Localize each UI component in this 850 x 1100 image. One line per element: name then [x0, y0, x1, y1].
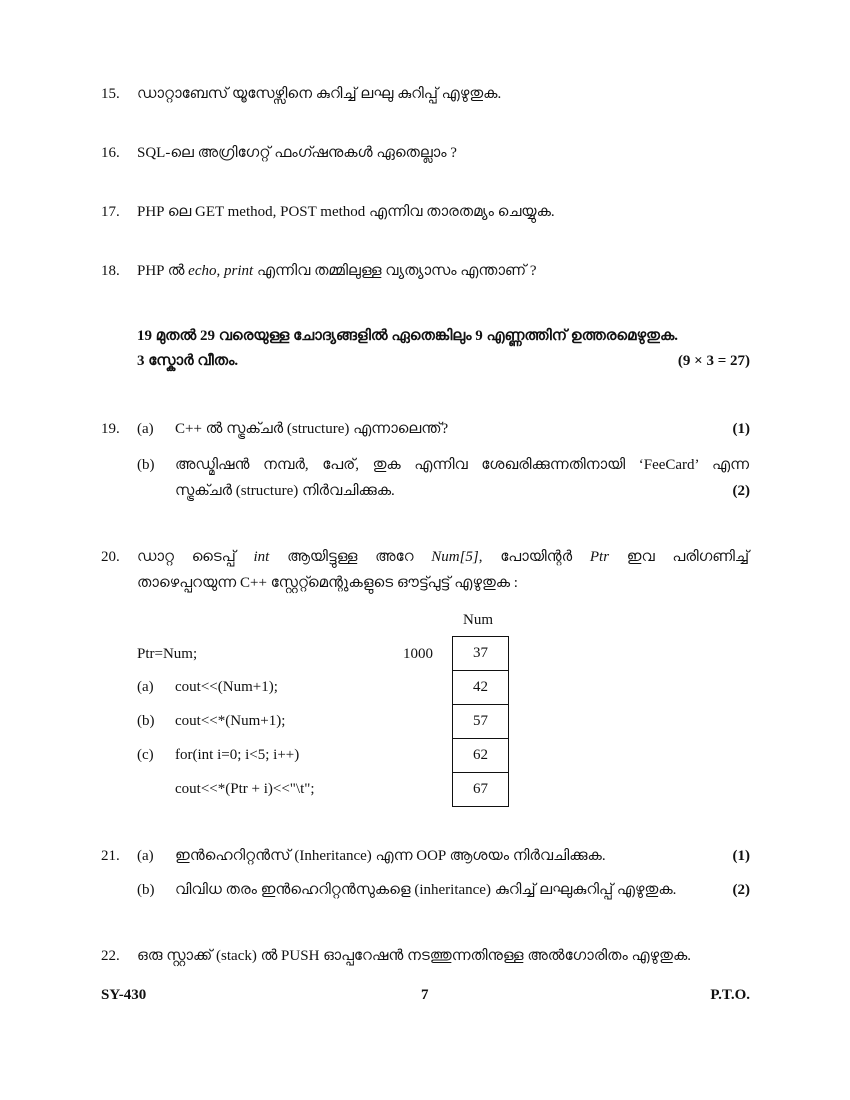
- sub-label: (b): [137, 713, 155, 729]
- q20-int: int: [253, 549, 270, 565]
- question-number: 21.: [101, 848, 120, 864]
- question-19b-line1: അഡ്മിഷൻ നമ്പർ, പേര്, തുക എന്നിവ ശേഖരിക്കുന്നതിനായി ‘FeeCard’ എന്ന: [175, 457, 749, 473]
- question-number: 16.: [101, 145, 120, 161]
- sub-label: (c): [137, 747, 154, 763]
- question-number: 22.: [101, 948, 120, 964]
- section-instruction: 19 മുതൽ 29 വരെയുള്ള ചോദ്യങ്ങളിൽ ഏതെങ്കിലും 9 എണ്ണത്തിന് ഉത്തരമെഴുതുക.: [137, 328, 679, 344]
- question-20-line1: [137, 547, 749, 567]
- question-18-text: [137, 261, 537, 281]
- code-c-line2: cout<<*(Ptr + i)<<"\t";: [175, 781, 315, 797]
- section-marks: (9 × 3 = 27): [677, 353, 750, 369]
- question-20-line2: താഴെപ്പറയുന്ന C++ സ്റ്റേറ്റ്മെന്റുകളുടെ ഔട്ട്പുട്ട് എഴുതുക :: [137, 575, 518, 591]
- q20-text-part: ആയിട്ടുള്ള അറേ: [269, 549, 432, 565]
- statement-ptr-assign: Ptr=Num;: [137, 646, 198, 662]
- question-19b-line2: സ്ട്രക്ചർ (structure) നിർവചിക്കുക.: [175, 483, 395, 499]
- section-score-note: 3 സ്കോർ വീതം.: [137, 353, 239, 369]
- question-15-text: ഡാറ്റാബേസ് യൂസേഴ്സിനെ കുറിച്ച് ലഘു കുറിപ്പ് എഴുതുക.: [137, 86, 502, 102]
- question-21a-text: ഇൻഹെറിറ്റൻസ് (Inheritance) എന്ന OOP ആശയം നിർവചിക്കുക.: [175, 848, 606, 864]
- question-number: 20.: [101, 549, 120, 565]
- q20-text-part: ഡാറ്റ ടൈപ്പ്: [137, 549, 254, 565]
- question-22-text: ഒരു സ്റ്റാക്ക് (stack) ൽ PUSH ഓപ്പറേഷൻ നടത്തുന്നതിനുള്ള അൽഗോരിതം എഴുതുക.: [137, 948, 692, 964]
- sub-label: (b): [137, 882, 155, 898]
- question-19a-mark: (1): [732, 421, 750, 437]
- question-21a-mark: (1): [732, 848, 750, 864]
- code-a: cout<<(Num+1);: [175, 679, 278, 695]
- code-c: for(int i=0; i<5; i++): [175, 747, 300, 763]
- q18-text-part: PHP ൽ: [137, 263, 189, 279]
- array-label: Num: [463, 612, 493, 628]
- q18-echo: echo: [188, 263, 217, 279]
- question-17-text: PHP ലെ GET method, POST method എന്നിവ താരതമ്യം ചെയ്യുക.: [137, 204, 555, 220]
- array-address: 1000: [403, 646, 433, 662]
- q18-text-part: എന്നിവ തമ്മിലുള്ള വ്യത്യാസം എന്താണ് ?: [253, 263, 537, 279]
- array-cell: 37: [453, 637, 509, 671]
- q20-num-array: Num[5]: [431, 549, 479, 565]
- q18-separator: ,: [216, 263, 224, 279]
- sub-label: (b): [137, 457, 155, 473]
- q20-text-part: ഇവ പരിഗണിച്ച്: [609, 549, 750, 565]
- array-cell: 42: [453, 671, 509, 705]
- q20-ptr: Ptr: [589, 549, 610, 565]
- question-21b-mark: (2): [732, 882, 750, 898]
- sub-label: (a): [137, 421, 154, 437]
- num-array-table: [452, 636, 509, 807]
- paper-code: SY-430: [101, 987, 147, 1003]
- pto-label: P.T.O.: [710, 987, 750, 1003]
- question-16-text: SQL-ലെ അഗ്രിഗേറ്റ് ഫംഗ്ഷനുകൾ ഏതെല്ലാം ?: [137, 145, 457, 161]
- question-number: 19.: [101, 421, 120, 437]
- question-21b-text: വിവിധ തരം ഇൻഹെറിറ്റൻസുകളെ (inheritance) കുറിച്ച് ലഘുകുറിപ്പ് എഴുതുക.: [175, 882, 677, 898]
- question-number: 15.: [101, 86, 120, 102]
- array-cell: 62: [453, 739, 509, 773]
- question-19a-text: C++ ൽ സ്ട്രക്ചർ (structure) എന്നാലെന്ത്?: [175, 421, 449, 437]
- sub-label: (a): [137, 679, 154, 695]
- array-cell: 57: [453, 705, 509, 739]
- question-number: 17.: [101, 204, 120, 220]
- q20-text-part: , പോയിന്റർ: [478, 549, 590, 565]
- question-19b-mark: (2): [732, 483, 750, 499]
- page-number: 7: [421, 987, 429, 1003]
- sub-label: (a): [137, 848, 154, 864]
- array-cell: 67: [453, 773, 509, 807]
- q18-print: print: [224, 263, 254, 279]
- question-number: 18.: [101, 263, 120, 279]
- code-b: cout<<*(Num+1);: [175, 713, 286, 729]
